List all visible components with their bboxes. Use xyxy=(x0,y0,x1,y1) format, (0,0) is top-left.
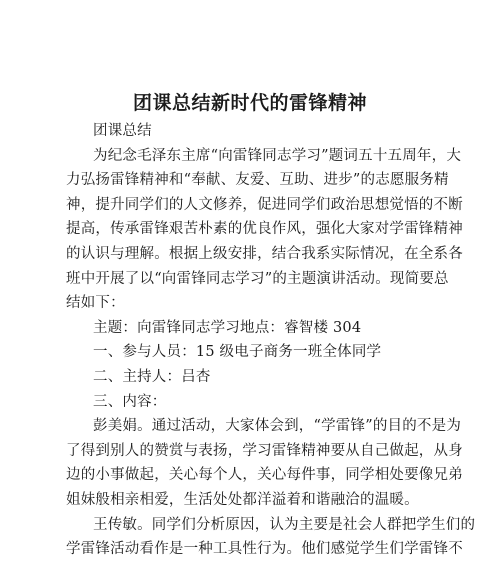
body-line: 二、主持人：吕杏 xyxy=(93,369,211,385)
body-line: 三、内容： xyxy=(93,393,167,410)
body-line: 团课总结 xyxy=(93,123,152,139)
body-line: 一、参与人员：15 级电子商务一班全体同学 xyxy=(93,344,382,361)
body-line: 为纪念毛泽东主席“向雷锋同志学习”题词五十五周年，大 xyxy=(93,147,462,164)
body-line: 力弘扬雷锋精神和“奉献、友爱、互助、进步”的志愿服务精 xyxy=(66,172,449,189)
body-line: 主题：向雷锋同志学习地点：睿智楼 304 xyxy=(93,319,362,336)
body-line: 结如下： xyxy=(66,295,125,312)
document-title: 团课总结新时代的雷锋精神 xyxy=(132,92,367,114)
body-line: 的认识与理解。根据上级安排，结合我系实际情况，在全系各 xyxy=(66,246,463,262)
body-line: 彭美娟。通过活动，大家体会到，“学雷锋”的目的不是为 xyxy=(93,418,462,435)
body-line: 边的小事做起，关心每个人，关心每件事，同学相处要像兄弟 xyxy=(66,467,463,484)
body-line: 班中开展了以“向雷锋同志学习”的主题演讲活动。现简要总 xyxy=(66,270,449,287)
body-line: 学雷锋活动看作是一种工具性行为。他们感觉学生们学雷锋不 xyxy=(66,541,463,558)
body-line: 神，提升同学们的人文修养，促进同学们政治思想觉悟的不断 xyxy=(66,196,463,213)
body-line: 姐妹般相亲相爱，生活处处都洋溢着和谐融洽的温暖。 xyxy=(66,492,419,508)
body-line: 提高，传承雷锋艰苦朴素的优良作风，强化大家对学雷锋精神 xyxy=(66,221,463,238)
body-line: 了得到别人的赞赏与表扬，学习雷锋精神要从自己做起，从身 xyxy=(66,442,463,459)
body-line: 王传敏。同学们分析原因，认为主要是社会人群把学生们的 xyxy=(93,516,476,533)
